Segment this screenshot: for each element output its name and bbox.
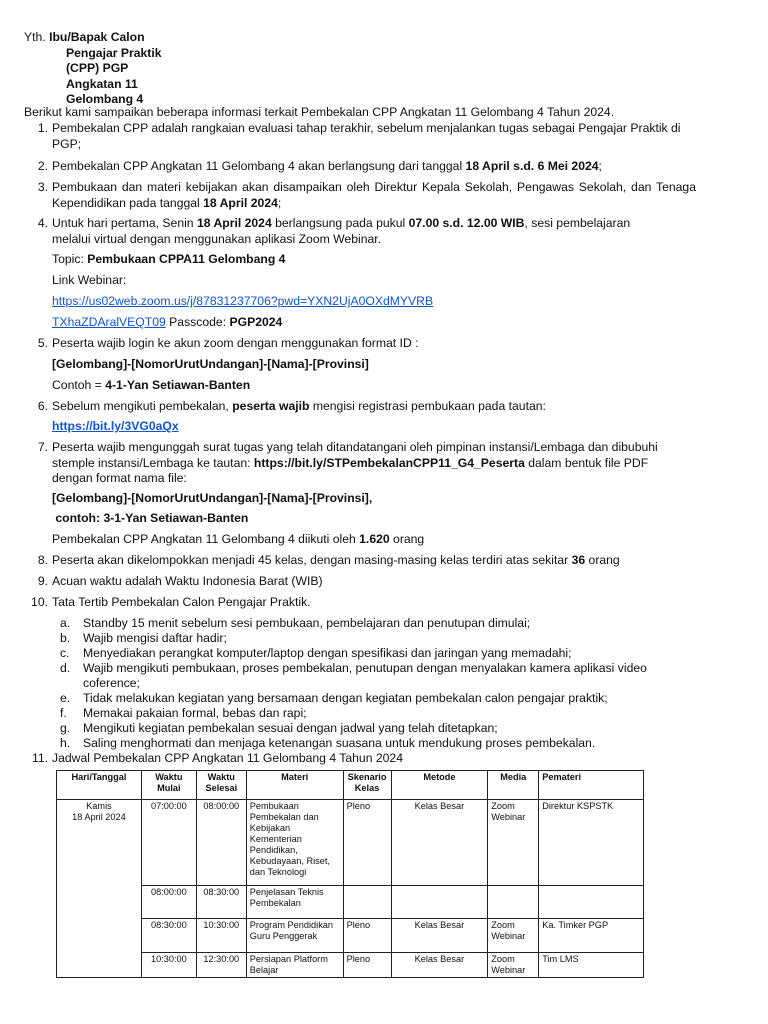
list-item-2: [24, 159, 724, 175]
rule-text: Tidak melakukan kegiatan yang bersamaan dengan kegiatan pembekalan calon pengajar praktik;: [83, 691, 608, 705]
zoom-webinar-link-continued[interactable]: TXhaZDAralVEQT09: [52, 315, 166, 329]
table-cell: [539, 886, 644, 919]
date-range: 18 April s.d. 6 Mei 2024: [465, 159, 599, 173]
rule-item: [60, 631, 700, 646]
topic-label: Topic:: [52, 252, 88, 266]
item-number: 10.: [31, 595, 48, 609]
table-cell: Program Pendidikan Guru Penggerak: [246, 919, 343, 953]
item-text: Pembekalan CPP Angkatan 11 Gelombang 4 diikuti oleh: [52, 532, 360, 546]
column-header: Skenario Kelas: [343, 771, 391, 800]
schedule-table: [56, 770, 644, 978]
file-name-example: contoh: 3-1-Yan Setiawan-Banten: [52, 511, 249, 525]
date: 18 April 2024: [203, 195, 278, 210]
rule-item: [60, 706, 700, 721]
item-text: orang: [585, 553, 620, 567]
zoom-id-example: [52, 378, 250, 394]
example-label: Contoh =: [52, 378, 106, 392]
table-cell: Kelas Besar: [391, 953, 488, 978]
participant-count: 1.620: [359, 532, 390, 546]
day-date-cell: [57, 800, 142, 978]
zoom-id-format: [Gelombang]-[NomorUrutUndangan]-[Nama]-[Provinsi]: [52, 357, 369, 371]
addressee-line: (CPP) PGP: [66, 61, 129, 75]
item-text: Untuk hari pertama, Senin: [52, 216, 197, 230]
addressee-block: [24, 30, 162, 108]
time-range: 07.00 s.d. 12.00 WIB: [408, 216, 525, 230]
item-number: 1.: [37, 121, 48, 135]
column-header: Metode: [391, 771, 488, 800]
table-row: [57, 919, 644, 953]
zoom-link-line1: [52, 294, 433, 310]
item-text: Jadwal Pembekalan CPP Angkatan 11 Gelombang 4 Tahun 2024: [52, 751, 403, 765]
rule-item: [60, 691, 700, 706]
rule-text: Standby 15 menit sebelum sesi pembukaan, pembelajaran dan penutupan dimulai;: [83, 616, 531, 630]
item-number: 2.: [37, 159, 48, 173]
rule-item: [60, 721, 700, 736]
table-cell: Persiapan Platform Belajar: [246, 953, 343, 978]
table-cell: 10:30:00: [196, 919, 246, 953]
addressee-line: Pengajar Praktik: [66, 45, 162, 60]
table-header-row: [57, 771, 644, 800]
table-cell: Pleno: [343, 800, 391, 886]
table-cell: Pleno: [343, 919, 391, 953]
table-cell: 08:00:00: [141, 886, 196, 919]
table-cell: Direktur KSPSTK: [539, 800, 644, 886]
item-text: mengisi registrasi pembukaan pada tautan:: [309, 399, 546, 413]
table-cell: Kelas Besar: [391, 919, 488, 953]
item-number: 6.: [37, 399, 48, 413]
webinar-topic: [52, 252, 285, 268]
link-webinar-label: Link Webinar:: [52, 273, 127, 287]
registration-link-line: [52, 419, 179, 435]
rule-item: [60, 661, 700, 692]
table-cell: 07:00:00: [141, 800, 196, 886]
item-text: berlangsung pada pukul: [271, 216, 409, 230]
table-cell: Zoom Webinar: [488, 919, 539, 953]
list-item-4: [24, 216, 724, 247]
emphasis: peserta wajib: [232, 399, 310, 413]
item-number: 11.: [31, 751, 48, 765]
date: 18 April 2024: [72, 812, 126, 822]
table-cell: Ka. Timker PGP: [539, 919, 644, 953]
item-text: Acuan waktu adalah Waktu Indonesia Barat (WIB): [52, 574, 323, 588]
list-item-8: [24, 553, 724, 569]
table-cell: [391, 886, 488, 919]
item-text: Peserta wajib login ke akun zoom dengan menggunakan format ID :: [52, 336, 419, 350]
item-text: Tata Tertib Pembekalan Calon Pengajar Praktik.: [52, 595, 311, 609]
rule-text: Wajib mengisi daftar hadir;: [83, 631, 227, 645]
list-item-10: [24, 595, 724, 611]
table-cell: 08:00:00: [196, 800, 246, 886]
table-cell: Pleno: [343, 953, 391, 978]
addressee-line: Angkatan 11: [66, 76, 138, 91]
item-number: 8.: [37, 553, 48, 567]
rule-item: [60, 736, 700, 751]
table-cell: 12:30:00: [196, 953, 246, 978]
date: 18 April 2024: [196, 216, 272, 230]
item-text: Peserta wajib mengunggah surat tugas yang telah ditandatangani oleh pimpinan instansi/Lembaga dan dibubuhi stemple instansi/Lembaga ke tautan:: [52, 440, 658, 470]
item-number: 3.: [37, 180, 48, 194]
table-row: [57, 800, 644, 886]
rule-text: Menyediakan perangkat komputer/laptop dengan spesifikasi dan jaringan yang memadahi;: [83, 646, 572, 660]
list-item-3: [24, 180, 724, 211]
topic-value: Pembukaan CPPA11 Gelombang 4: [87, 252, 286, 266]
item-number: 5.: [37, 336, 48, 350]
list-item-6: [24, 399, 724, 415]
column-header: Pemateri: [539, 771, 644, 800]
column-header: Materi: [246, 771, 343, 800]
item-text: Peserta akan dikelompokkan menjadi 45 kelas, dengan masing-masing kelas terdiri atas sekitar: [52, 553, 572, 567]
column-header: Media: [488, 771, 539, 800]
rule-letter: h.: [60, 736, 71, 750]
passcode-value: PGP2024: [229, 315, 283, 329]
file-name-format: [Gelombang]-[NomorUrutUndangan]-[Nama]-[Provinsi],: [52, 491, 373, 505]
item-text: Sebelum mengikuti pembekalan,: [52, 399, 233, 413]
rule-text: Memakai pakaian formal, bebas dan rapi;: [83, 706, 307, 720]
table-cell: Penjelasan Teknis Pembekalan: [246, 886, 343, 919]
item-text: orang: [389, 532, 425, 546]
item-text: Pembukaan dan materi kebijakan akan disampaikan oleh Direktur Kepala Sekolah, Pengawas Sekolah, dan Tenaga Kependidikan pada tanggal: [52, 180, 696, 210]
item-text: dalam bentuk file PDF dengan format nama file:: [52, 455, 649, 485]
addressee-line: Gelombang 4: [66, 92, 144, 106]
item-number: 4.: [37, 216, 48, 230]
rule-text: Mengikuti kegiatan pembekalan sesuai dengan jadwal yang telah ditetapkan;: [83, 721, 498, 735]
rule-letter: b.: [60, 631, 71, 645]
rule-item: [60, 616, 700, 631]
table-cell: [343, 886, 391, 919]
rule-text: Saling menghormati dan menjaga ketenangan suasana untuk mendukung proses pembekalan.: [83, 736, 596, 750]
item-text: , sesi pembelajaran melalui virtual dengan menggunakan aplikasi Zoom Webinar.: [52, 216, 631, 246]
table-cell: Tim LMS: [539, 953, 644, 978]
item-text: ;: [598, 159, 602, 173]
item-text: Pembekalan CPP adalah rangkaian evaluasi tahap terakhir, sebelum menjalankan tugas sebagai Pengajar Praktik di PGP;: [52, 121, 681, 151]
list-item-7: [24, 440, 724, 487]
table-cell: [488, 886, 539, 919]
item-number: 7.: [37, 440, 48, 454]
rule-letter: e.: [60, 691, 71, 705]
item-text: ;: [277, 195, 282, 210]
table-cell: Kelas Besar: [391, 800, 488, 886]
item-number: 9.: [37, 574, 48, 588]
list-item-11: [24, 751, 724, 767]
table-cell: 08:30:00: [141, 919, 196, 953]
table-row: [57, 886, 644, 919]
column-header: Waktu Selesai: [196, 771, 246, 800]
table-cell: 08:30:00: [196, 886, 246, 919]
rule-letter: d.: [60, 661, 71, 675]
rule-item: [60, 646, 700, 661]
passcode-label: Passcode:: [165, 315, 230, 329]
table-cell: Zoom Webinar: [488, 800, 539, 886]
list-item-9: [24, 574, 724, 590]
intro-paragraph: Berikut kami sampaikan beberapa informasi terkait Pembekalan CPP Angkatan 11 Gelombang 4 Tahun 2024.: [24, 105, 615, 119]
upload-link[interactable]: https://bit.ly/STPembekalanCPP11_G4_Peserta: [253, 455, 525, 470]
zoom-webinar-link[interactable]: https://us02web.zoom.us/j/87831237706?pwd=YXN2UjA0OXdMYVRB: [52, 294, 434, 308]
salutation: Yth.: [24, 30, 46, 44]
rule-letter: g.: [60, 721, 71, 735]
rule-text: Wajib mengikuti pembukaan, proses pembekalan, penutupan dengan menyalakan kamera aplikasi video coference;: [83, 661, 647, 691]
table-cell: Zoom Webinar: [488, 953, 539, 978]
zoom-link-line2: [52, 315, 282, 331]
list-item-1: [24, 121, 724, 152]
rule-letter: c.: [60, 646, 70, 660]
list-item-5: [24, 336, 724, 352]
day: Kamis: [86, 801, 112, 811]
rule-letter: a.: [60, 616, 71, 630]
table-cell: 10:30:00: [141, 953, 196, 978]
column-header: Hari/Tanggal: [57, 771, 142, 800]
item-text: Pembekalan CPP Angkatan 11 Gelombang 4 akan berlangsung dari tanggal: [52, 159, 466, 173]
table-cell: Pembukaan Pembekalan dan Kebijakan Kementerian Pendidikan, Kebudayaan, Riset, dan Teknologi: [246, 800, 343, 886]
example-value: 4-1-Yan Setiawan-Banten: [105, 378, 251, 392]
class-size: 36: [571, 553, 586, 567]
participant-total: [52, 532, 424, 548]
column-header: Waktu Mulai: [141, 771, 196, 800]
rule-letter: f.: [60, 706, 67, 720]
addressee-line: Ibu/Bapak Calon: [49, 30, 145, 44]
registration-link[interactable]: https://bit.ly/3VG0aQx: [52, 419, 179, 433]
table-row: [57, 953, 644, 978]
